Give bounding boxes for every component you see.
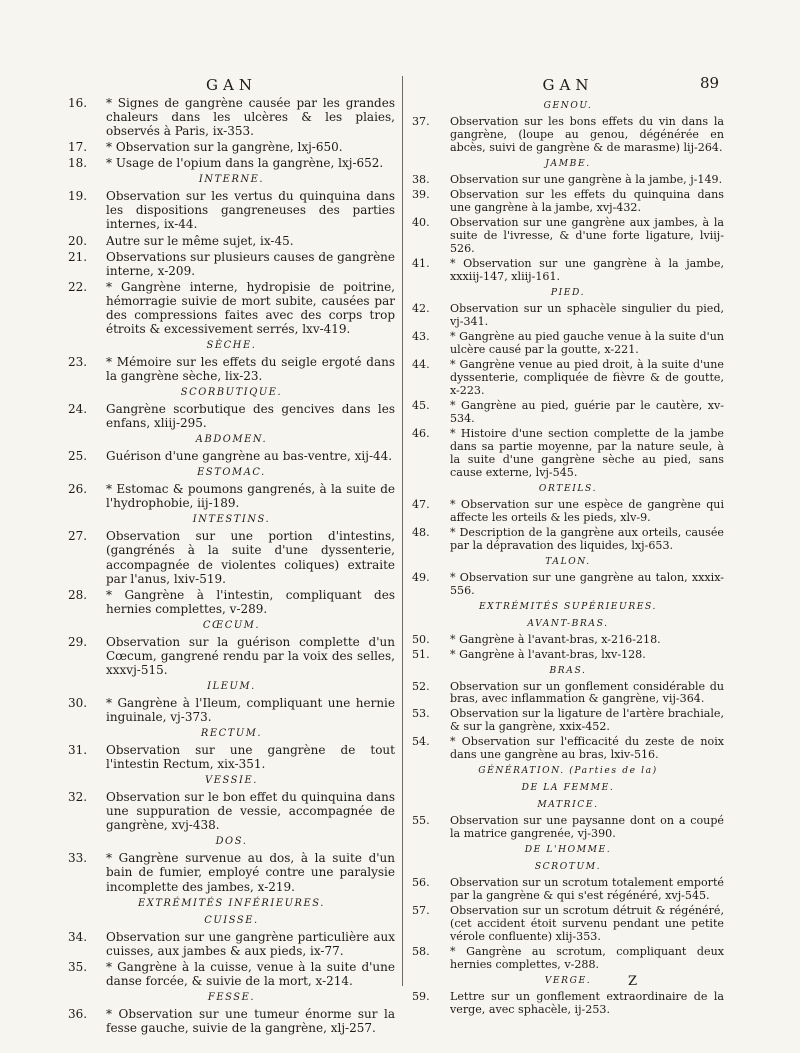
index-entry [412, 399, 724, 425]
index-entry [68, 402, 395, 430]
entry-number: 40. [412, 215, 430, 229]
section-heading: ILEUM. [207, 680, 256, 692]
index-entry [68, 280, 395, 336]
right-column-body [412, 99, 724, 1016]
entry-text: Observation sur une gangrène aux jambes, à la suite de l'ivresse, & d'une forte ligature, lviij-526. [450, 215, 724, 255]
index-entry [68, 696, 395, 724]
entry-number: 21. [68, 249, 88, 264]
entry-number: 53. [412, 707, 430, 721]
entry-number: 59. [412, 990, 430, 1004]
entry-text: * Gangrène au pied, guérie par le cautère, xv-534. [450, 398, 724, 425]
index-entry [68, 851, 395, 893]
index-entry [412, 735, 724, 761]
index-entry [412, 990, 724, 1016]
section-heading: ABDOMEN. [195, 434, 268, 446]
entry-number: 50. [412, 632, 430, 646]
entry-text: Observation sur le bon effet du quinquina dans une suppuration de vessie, accompagnée de gangrène, xvj-438. [106, 790, 395, 833]
entry-number: 47. [412, 497, 430, 511]
index-entry [68, 635, 395, 677]
entry-text: Observation sur les vertus du quinquina dans les dispositions gangreneuses des parties internes, ix-44. [106, 189, 395, 232]
entry-number: 52. [412, 679, 430, 693]
entry-number: 38. [412, 172, 430, 186]
entry-text: Observation sur un scrotum totalement emporté par la gangrène & qui s'est régénéré, xvj-545. [450, 876, 724, 903]
index-entry [68, 355, 395, 383]
section-heading: SCORBUTIQUE. [180, 387, 283, 399]
entry-number: 16. [68, 96, 88, 110]
index-entry [412, 330, 724, 356]
entry-text: * Gangrène survenue au dos, à la suite d'un bain de fumier, employé contre une paralysie incomplette des jambes, x-219. [106, 851, 395, 894]
entry-text: * Gangrène à l'avant-bras, lxv-128. [450, 647, 646, 661]
entry-text: * Observation sur une tumeur énorme sur la fesse gauche, suivie de la gangrène, xlj-257. [106, 1006, 395, 1035]
left-column-body [68, 96, 395, 1035]
entry-text: Lettre sur un gonflement extraordinaire de la verge, avec sphacèle, ij-253. [450, 990, 724, 1017]
entry-number: 33. [68, 851, 88, 866]
entry-text: Observation sur une paysanne dont on a coupé la matrice gangrenée, vj-390. [450, 814, 724, 841]
entry-text: Observation sur la ligature de l'artère brachiale, & sur la gangrène, xxix-452. [450, 707, 724, 734]
section-heading: INTESTINS. [192, 514, 271, 526]
entry-text: * Gangrène à l'intestin, compliquant des hernies complettes, v-289. [106, 587, 395, 616]
section-heading: ORTEILS. [538, 483, 598, 494]
entry-number: 26. [68, 482, 88, 497]
column-divider [402, 76, 403, 986]
index-entry [68, 482, 395, 510]
index-entry [68, 189, 395, 231]
right-column [412, 74, 724, 1018]
entry-number: 55. [412, 814, 430, 828]
entry-text: * Observation sur la gangrène, lxj-650. [106, 140, 343, 155]
index-entry [412, 427, 724, 479]
index-entry [412, 302, 724, 328]
entry-number: 54. [412, 735, 430, 749]
index-entry [412, 876, 724, 902]
entry-text: Observation sur un scrotum détruit & régénéré, (cet accident étoit survenu pendant une petite vérole confluente) xlij-353. [450, 904, 724, 944]
entry-number: 22. [68, 279, 88, 294]
section-heading: GENOU. [543, 101, 593, 111]
index-entry [412, 945, 724, 971]
entry-number: 41. [412, 256, 430, 270]
entry-text: * Estomac & poumons gangrenés, à la suite de l'hydrophobie, iij-189. [106, 482, 395, 511]
entry-number: 49. [412, 570, 430, 584]
section-heading: EXTRÉMITÉS SUPÉRIEURES. [478, 601, 658, 612]
entry-text: * Gangrène interne, hydropisie de poitrine, hémorragie suivie de mort subite, causées par des compressions faites avec des corps trop étroits & excessivement serrés, lxv-419. [106, 279, 395, 336]
section-heading: DE LA FEMME. [521, 783, 615, 794]
index-entry [68, 743, 395, 771]
entry-number: 36. [68, 1006, 88, 1021]
section-heading: CŒCUM. [202, 619, 261, 631]
entry-number: 46. [412, 426, 430, 440]
entry-text: Observation sur une gangrène de tout l'intestin Rectum, xix-351. [106, 743, 395, 772]
section-heading: DOS. [215, 836, 248, 848]
page-number: 89 [700, 74, 720, 92]
index-entry [412, 216, 724, 255]
entry-text: * Gangrène à la cuisse, venue à la suite d'une danse forcée, & suivie de la mort, x-214. [106, 959, 395, 988]
section-heading: GÉNÉRATION. (Parties de la) [478, 766, 658, 777]
index-entry [412, 498, 724, 524]
entry-text: * Observation sur une gangrène au talon, xxxix-556. [450, 570, 724, 597]
entry-number: 51. [412, 647, 430, 661]
entry-number: 45. [412, 398, 430, 412]
entry-number: 35. [68, 959, 88, 974]
running-header-left: GAN [206, 76, 257, 94]
entry-text: * Gangrène à l'Ileum, compliquant une hernie inguinale, vj-373. [106, 695, 395, 724]
section-heading: BRAS. [549, 665, 587, 676]
index-entry [68, 156, 395, 170]
index-entry [412, 188, 724, 214]
entry-text: * Description de la gangrène aux orteils, causée par la dépravation des liquides, lxj-653. [450, 525, 724, 552]
entry-text: Observation sur un sphacèle singulier du pied, vj-341. [450, 301, 724, 328]
index-entry [68, 140, 395, 154]
section-heading: SÈCHE. [206, 339, 257, 351]
index-entry [68, 449, 395, 463]
index-entry [68, 1007, 395, 1035]
entry-text: Observation sur les effets du quinquina dans une gangrène à la jambe, xvj-432. [450, 187, 724, 214]
section-heading: TALON. [545, 556, 591, 567]
entry-text: Observation sur les bons effets du vin dans la gangrène, (loupe au genou, dégénérée en abcès, suivi de gangrène & de marasme) lij-264. [450, 115, 724, 154]
entry-number: 28. [68, 587, 88, 602]
entry-text: Observation sur la guérison complette d'un Cœcum, gangrené rendu par la voix des selles, xxxvj-515. [106, 634, 395, 677]
index-entry [68, 588, 395, 616]
section-heading: MATRICE. [537, 800, 599, 811]
entry-number: 56. [412, 876, 430, 890]
entry-text: * Usage de l'opium dans la gangrène, lxj-652. [106, 156, 384, 171]
index-entry [412, 257, 724, 283]
section-heading: JAMBE. [545, 158, 591, 169]
index-entry [412, 571, 724, 597]
entry-number: 17. [68, 140, 88, 155]
index-entry [68, 960, 395, 988]
section-heading: FESSE. [207, 991, 256, 1003]
entry-number: 39. [412, 187, 430, 201]
entry-number: 43. [412, 329, 430, 343]
section-heading: AVANT-BRAS. [527, 618, 609, 629]
index-entry [68, 790, 395, 832]
index-entry [412, 904, 724, 943]
entry-number: 29. [68, 634, 88, 649]
entry-number: 42. [412, 301, 430, 315]
entry-text: Gangrène scorbutique des gencives dans les enfans, xliij-295. [106, 402, 395, 431]
section-heading: CUISSE. [204, 914, 259, 926]
index-entry [412, 633, 724, 646]
left-column [68, 74, 395, 1037]
index-entry [68, 529, 395, 585]
entry-number: 25. [68, 449, 88, 464]
entry-number: 30. [68, 695, 88, 710]
section-heading: DE L'HOMME. [524, 845, 612, 856]
section-heading: ESTOMAC. [197, 467, 266, 479]
section-heading: SCROTUM. [534, 862, 602, 873]
entry-number: 19. [68, 189, 88, 204]
index-entry [68, 930, 395, 958]
entry-number: 37. [412, 115, 430, 128]
entry-text: Observation sur un gonflement considérable du bras, avec inflammation & gangrène, vij-364. [450, 679, 724, 706]
entry-text: * Gangrène venue au pied droit, à la suite d'une dyssenterie, compliquée de fièvre & de goutte, x-223. [450, 357, 724, 397]
index-entry [412, 526, 724, 552]
entry-number: 18. [68, 156, 88, 171]
entry-text: * Gangrène à l'avant-bras, x-216-218. [450, 632, 661, 646]
index-entry [412, 358, 724, 397]
entry-text: * Histoire d'une section complette de la jambe dans sa partie moyenne, par la nature seule, à la suite d'une gangrène sèche au pied, sans cause externe, lvj-545. [450, 426, 724, 479]
entry-number: 20. [68, 233, 88, 248]
index-entry [412, 707, 724, 733]
index-entry [412, 814, 724, 840]
entry-number: 31. [68, 743, 88, 758]
index-entry [68, 234, 395, 248]
entry-number: 24. [68, 402, 88, 417]
entry-number: 34. [68, 929, 88, 944]
entry-text: * Observation sur l'efficacité du zeste de noix dans une gangrène au bras, lxiv-516. [450, 735, 724, 762]
entry-text: Autre sur le même sujet, ix-45. [106, 233, 294, 248]
section-heading: PIED. [550, 287, 586, 298]
entry-number: 23. [68, 354, 88, 369]
entry-number: 57. [412, 904, 430, 918]
entry-text: * Mémoire sur les effets du seigle ergoté dans la gangrène sèche, lix-23. [106, 354, 395, 383]
section-heading: RECTUM. [200, 728, 263, 740]
section-heading: EXTRÉMITÉS INFÉRIEURES. [138, 897, 325, 909]
entry-text: Guérison d'une gangrène au bas-ventre, xij-44. [106, 449, 393, 464]
index-entry [412, 115, 724, 154]
entry-text: Observations sur plusieurs causes de gangrène interne, x-209. [106, 249, 395, 278]
section-heading: VERGE. [544, 976, 592, 987]
index-entry [412, 648, 724, 661]
entry-text: * Observation sur une gangrène à la jambe, xxxiij-147, xliij-161. [450, 256, 724, 283]
index-entry [412, 680, 724, 706]
entry-number: 48. [412, 525, 430, 539]
entry-number: 32. [68, 790, 88, 805]
entry-text: Observation sur une gangrène à la jambe, j-149. [450, 172, 723, 186]
entry-text: Observation sur une gangrène particulière aux cuisses, aux jambes & aux pieds, ix-77. [106, 929, 395, 958]
section-heading: INTERNE. [198, 174, 265, 186]
signature-mark: Z [628, 974, 638, 989]
entry-number: 44. [412, 357, 430, 371]
entry-number: 27. [68, 529, 88, 544]
entry-text: * Signes de gangrène causée par les grandes chaleurs dans les ulcères & les plaies, observés à Paris, ix-353. [106, 96, 395, 139]
entry-text: * Gangrène au scrotum, compliquant deux hernies complettes, v-288. [450, 945, 724, 972]
entry-number: 58. [412, 945, 430, 959]
index-entry [68, 250, 395, 278]
index-entry [68, 96, 395, 138]
entry-text: Observation sur une portion d'intestins, (gangrénés à la suite d'une dyssenterie, accompagnée de violentes coliques) extraite par l'anus, lxiv-519. [106, 529, 395, 586]
entry-text: * Observation sur une espèce de gangrène qui affecte les orteils & les pieds, xlv-9. [450, 497, 724, 524]
section-heading: VESSIE. [205, 775, 258, 787]
index-entry [412, 173, 724, 186]
entry-text: * Gangrène au pied gauche venue à la suite d'un ulcère causé par la goutte, x-221. [450, 329, 724, 356]
running-header-right: GAN [542, 76, 594, 94]
